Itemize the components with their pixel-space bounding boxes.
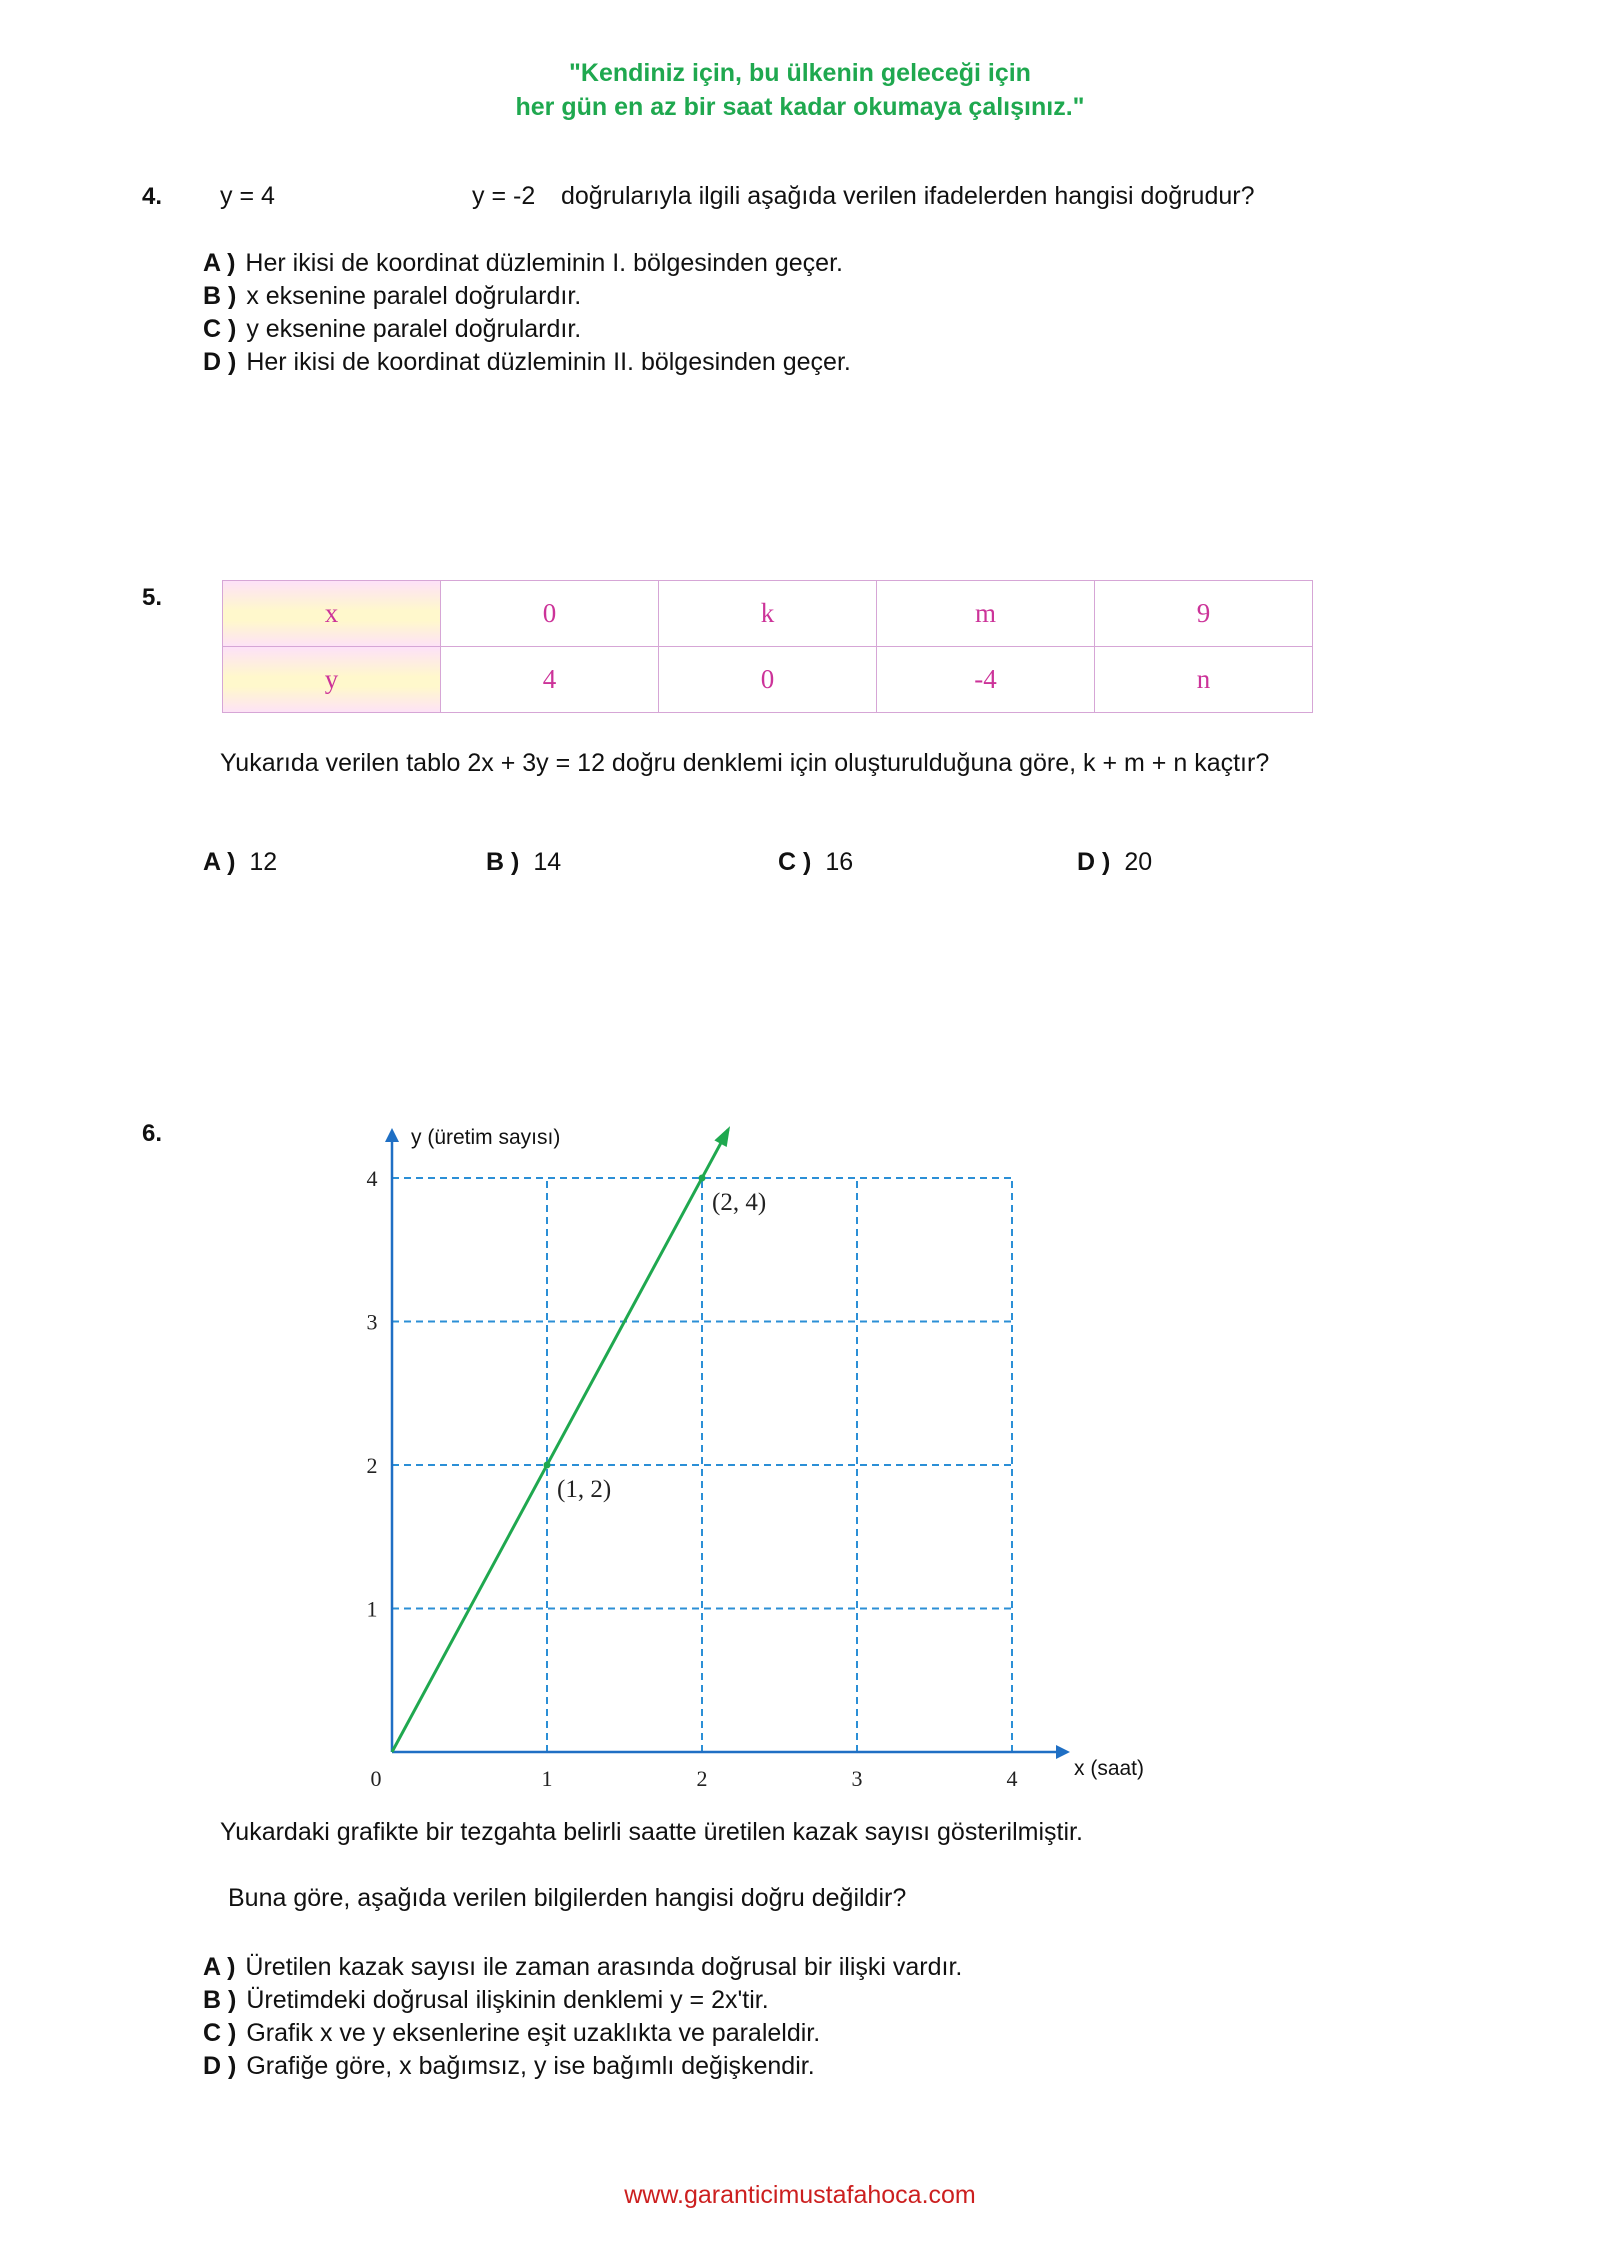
- option-letter: D ): [203, 2052, 237, 2080]
- q6-option-c[interactable]: [203, 2019, 820, 2048]
- x-tick-label: 2: [696, 1766, 708, 1791]
- question-6-number: 6.: [142, 1120, 163, 1147]
- option-letter: D ): [1077, 848, 1111, 876]
- option-text: Üretilen kazak sayısı ile zaman arasında doğrusal bir ilişki vardır.: [245, 1953, 963, 1981]
- y-tick-label: 4: [366, 1166, 378, 1191]
- chart-axes: [385, 1128, 1070, 1759]
- q6-option-b[interactable]: [203, 1986, 769, 2015]
- table-cell: 4: [441, 647, 659, 713]
- x-tick-label: 0: [370, 1766, 382, 1791]
- y-axis-arrow-icon: [385, 1128, 399, 1142]
- option-letter: D ): [203, 348, 237, 376]
- motto-line-2: her gün en az bir saat kadar okumaya çalışınız.": [515, 93, 1085, 121]
- option-text: 20: [1124, 848, 1153, 876]
- q4-equation-2: y = -2: [472, 182, 536, 210]
- point-annotation: (2, 4): [712, 1189, 767, 1216]
- table-header-cell: x: [223, 581, 441, 647]
- y-axis-title: y (üretim sayısı): [411, 1126, 561, 1149]
- y-tick-label: 1: [366, 1596, 378, 1622]
- q5-stem: Yukarıda verilen tablo 2x + 3y = 12 doğru denklemi için oluşturulduğuna göre, k + m + n kaçtır?: [220, 749, 1270, 777]
- table-header-cell: y: [223, 647, 441, 713]
- table-cell: 0: [659, 647, 877, 713]
- option-letter: B ): [486, 848, 520, 876]
- x-axis-title: x (saat): [1074, 1757, 1145, 1780]
- x-tick-label: 3: [851, 1766, 863, 1791]
- q6-option-d[interactable]: [203, 2052, 815, 2081]
- option-text: 14: [533, 848, 562, 876]
- q4-stem: doğrularıyla ilgili aşağıda verilen ifadelerden hangisi doğrudur?: [561, 182, 1255, 210]
- x-tick-label: 1: [541, 1766, 553, 1791]
- q6-stem-1: Yukardaki grafikte bir tezgahta belirli saatte üretilen kazak sayısı gösterilmiştir.: [220, 1818, 1083, 1846]
- table-cell: 0: [441, 581, 659, 647]
- q6-option-a[interactable]: [203, 1953, 962, 1982]
- option-text: Her ikisi de koordinat düzleminin I. bölgesinden geçer.: [245, 249, 843, 277]
- question-4-number: 4.: [142, 183, 163, 210]
- chart-series: [392, 1126, 730, 1752]
- q4-equation-1: y = 4: [220, 182, 275, 210]
- option-text: 12: [249, 848, 278, 876]
- table-cell: k: [659, 581, 877, 647]
- table-cell: -4: [877, 647, 1095, 713]
- option-letter: A ): [203, 848, 236, 876]
- table-cell: 9: [1095, 581, 1313, 647]
- question-5-number: 5.: [142, 584, 163, 611]
- option-letter: C ): [203, 2019, 237, 2047]
- option-text: Grafiğe göre, x bağımsız, y ise bağımlı değişkendir.: [246, 2052, 815, 2080]
- option-letter: C ): [203, 315, 237, 343]
- y-tick-label: 3: [366, 1309, 378, 1335]
- series-line: [392, 1130, 728, 1752]
- x-tick-label: 4: [1006, 1766, 1018, 1791]
- option-text: x eksenine paralel doğrulardır.: [246, 282, 582, 310]
- option-letter: C ): [778, 848, 812, 876]
- q6-stem-2: Buna göre, aşağıda verilen bilgilerden hangisi doğru değildir?: [228, 1884, 907, 1912]
- option-letter: B ): [203, 1986, 237, 2014]
- chart-grid: [392, 1178, 1012, 1752]
- footer-website-link[interactable]: www.garanticimustafahoca.com: [624, 2181, 976, 2209]
- table-cell: n: [1095, 647, 1313, 713]
- data-point: [699, 1175, 706, 1182]
- series-arrow-icon: [714, 1126, 730, 1147]
- x-axis-arrow-icon: [1056, 1745, 1070, 1759]
- option-letter: B ): [203, 282, 237, 310]
- point-annotation: (1, 2): [557, 1476, 612, 1503]
- option-text: Üretimdeki doğrusal ilişkinin denklemi y = 2x'tir.: [246, 1986, 769, 2014]
- y-tick-label: 2: [366, 1453, 378, 1478]
- data-point: [544, 1462, 551, 1469]
- option-letter: A ): [203, 1953, 236, 1981]
- table-cell: m: [877, 581, 1095, 647]
- motto-line-1: "Kendiniz için, bu ülkenin geleceği için: [569, 59, 1031, 87]
- option-text: 16: [825, 848, 854, 876]
- option-letter: A ): [203, 249, 236, 277]
- chart-labels: [367, 1126, 1145, 1791]
- option-text: Her ikisi de koordinat düzleminin II. bölgesinden geçer.: [246, 348, 851, 376]
- option-text: Grafik x ve y eksenlerine eşit uzaklıkta ve paraleldir.: [246, 2019, 821, 2047]
- option-text: y eksenine paralel doğrulardır.: [246, 315, 582, 343]
